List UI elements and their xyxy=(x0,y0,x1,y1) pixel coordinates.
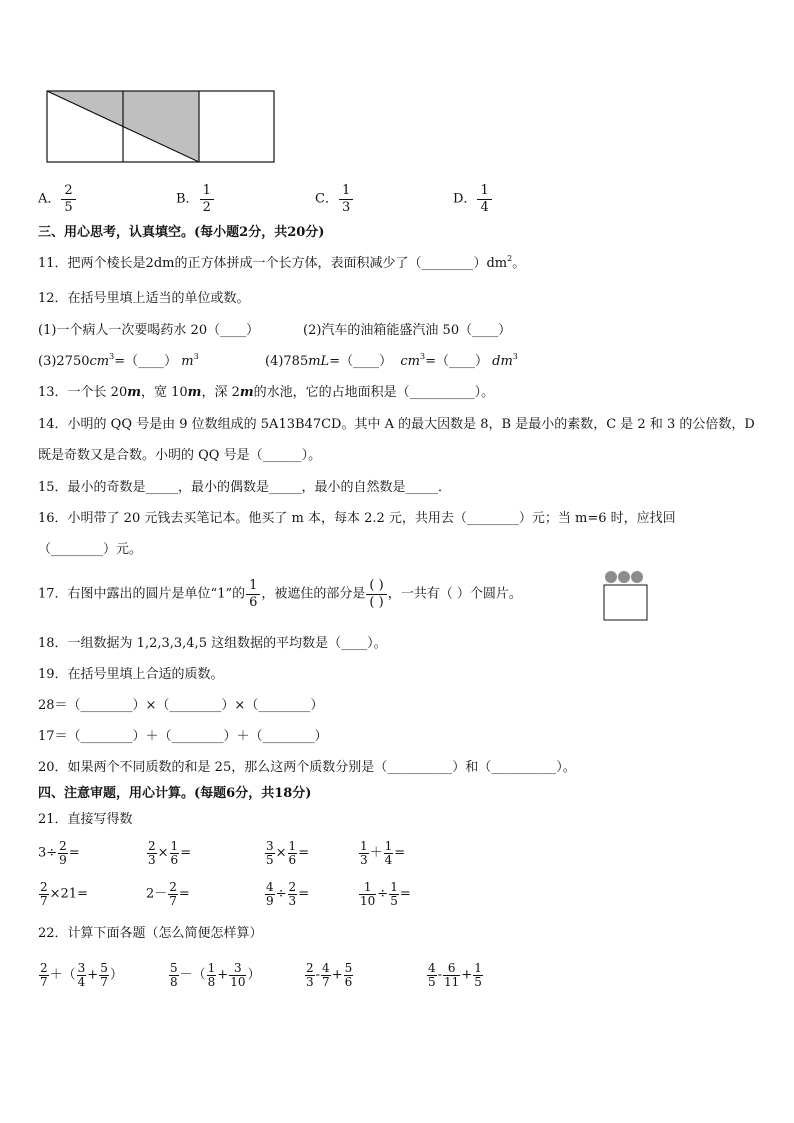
q21-expr-5: $\frac{2}{7}$ ×21= xyxy=(40,880,88,908)
option-c: C． $\frac{1}{3}$ xyxy=(315,183,354,215)
question-19-line-1: 28＝（________）×（________）×（________） xyxy=(38,698,324,713)
disc-2 xyxy=(618,571,630,583)
q22-expr-2: $\frac{5}{8}$ －（ $\frac{1}{8}$ + $\frac{3}{10}$ ） xyxy=(170,961,261,989)
question-16-line-2: （________）元。 xyxy=(38,542,143,557)
question-17: 17．右图中露出的圆片是单位“1”的 $\frac{1}{6}$ ，被遮住的部分是 $\frac{( )}{( )}$ ，一共有（ ）个圆片。 xyxy=(38,578,522,610)
question-12-part-1: (1)一个病人一次要喝药水 20（____） xyxy=(38,323,260,338)
question-20: 20．如果两个不同质数的和是 25，那么这两个质数分别是（__________）和（__________）。 xyxy=(38,760,576,775)
question-13: 13．一个长 20m，宽 10m，深 2m的水池，它的占地面积是（__________）。 xyxy=(38,385,495,400)
option-a: A． $\frac{2}{5}$ xyxy=(38,183,77,215)
q21-expr-1: 3÷ $\frac{2}{9}$ = xyxy=(38,839,80,867)
question-18: 18．一组数据为 1,2,3,3,4,5 这组数据的平均数是（____）。 xyxy=(38,636,387,651)
question-14-line-2: 既是奇数又是合数。小明的 QQ 号是（______）。 xyxy=(38,448,322,463)
question-19-line-2: 17＝（________）＋（________）＋（________） xyxy=(38,729,328,744)
section-4-heading: 四、注意审题，用心计算。(每题6分，共18分) xyxy=(38,786,312,801)
question-15: 15．最小的奇数是_____，最小的偶数是_____，最小的自然数是_____． xyxy=(38,480,452,495)
question-12-part-2: (2)汽车的油箱能盛汽油 50（____） xyxy=(303,323,512,338)
disc-1 xyxy=(605,571,617,583)
question-14-line-1: 14．小明的 QQ 号是由 9 位数组成的 5A13B47CD。其中 A 的最大因数是 8，B 是最小的素数，C 是 2 和 3 的公倍数，D xyxy=(38,417,755,432)
question-19-title: 19．在括号里填上合适的质数。 xyxy=(38,667,224,682)
covered-discs-figure xyxy=(602,569,650,623)
section-3-heading: 三、用心思考，认真填空。(每小题2分，共20分) xyxy=(38,225,325,240)
question-21-title: 21．直接写得数 xyxy=(38,812,133,827)
q21-expr-4: $\frac{1}{3}$ ＋ $\frac{1}{4}$ = xyxy=(360,839,406,867)
q21-expr-6: 2－ $\frac{2}{7}$ = xyxy=(146,880,190,908)
question-11: 11．把两个棱长是2dm的正方体拼成一个长方体，表面积减少了$(\_\_\_\_\_\_\_\_)dm^2$。 xyxy=(38,254,526,271)
q21-expr-3: $\frac{3}{5}$ × $\frac{1}{6}$ = xyxy=(266,839,310,867)
question-22-title: 22．计算下面各题（怎么简便怎样算） xyxy=(38,926,263,941)
disc-3 xyxy=(631,571,643,583)
question-12-part-3: $(3)2750cm^3=(\_\_\_\_)$ $m^3$ xyxy=(38,352,199,369)
option-d: D． $\frac{1}{4}$ xyxy=(453,183,493,215)
cover-box xyxy=(604,585,647,620)
q21-expr-7: $\frac{4}{9}$ ÷ $\frac{2}{3}$ = xyxy=(266,880,310,908)
q21-expr-8: $\frac{1}{10}$ ÷ $\frac{1}{5}$ = xyxy=(360,880,411,908)
q22-expr-3: $\frac{2}{3}$ - $\frac{4}{7}$ + $\frac{5}{6}$ xyxy=(306,961,353,989)
question-16-line-1: 16．小明带了 20 元钱去买笔记本。他买了 m 本，每本 2.2 元，共用去（________）元；当 m=6 时，应找回 xyxy=(38,511,676,526)
q21-expr-2: $\frac{2}{3}$ × $\frac{1}{6}$ = xyxy=(148,839,192,867)
option-b: B． $\frac{1}{2}$ xyxy=(176,183,215,215)
shaded-rectangle-figure xyxy=(44,88,278,166)
q22-expr-4: $\frac{4}{5}$ - $\frac{6}{11}$ + $\frac{1}{5}$ xyxy=(428,961,482,989)
q22-expr-1: $\frac{2}{7}$ ＋（ $\frac{3}{4}$ + $\frac{5}{7}$ ） xyxy=(40,961,123,989)
question-12-part-4: (4)785mL=（____） $cm^3=(\_\_\_\_)$ $dm^3$ xyxy=(265,352,518,369)
question-12-title: 12．在括号里填上适当的单位或数。 xyxy=(38,291,250,306)
